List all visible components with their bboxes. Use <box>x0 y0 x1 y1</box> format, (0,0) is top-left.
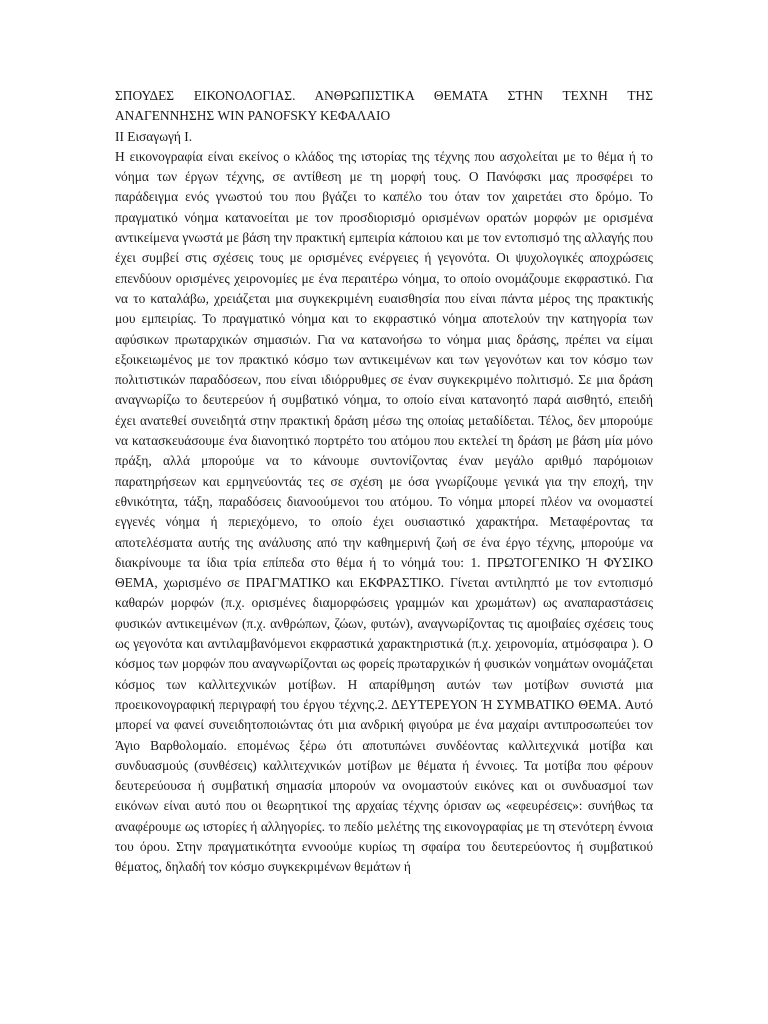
document-page <box>115 86 653 878</box>
document-title: ΣΠΟΥΔΕΣ ΕΙΚΟΝΟΛΟΓΙΑΣ. ΑΝΘΡΩΠΙΣΤΙΚΑ ΘΕΜΑΤΑ ΣΤΗΝ ΤΕΧΝΗ ΤΗΣ ΑΝΑΓΕΝΝΗΣΗΣ WIN PANOFSKY ΚΕΦΑΛΑΙΟ <box>115 88 653 124</box>
document-subtitle: ΙΙ Εισαγωγή Ι. <box>115 128 193 144</box>
document-body: Η εικονογραφία είναι εκείνος ο κλάδος της ιστορίας της τέχνης που ασχολείται με το θέμα ή το νόημα των έργων τέχνης, σε αντίθεση με τη μορφή τους. Ο Πανόφσκι μας προσφέρει το παράδειγμα ενός γνωστού του που βγάζει το καπέλο του όταν τον χαιρετάει στο δρόμο. Το πραγματικό νόημα κατανοείται με τον προσδιορισμό ορισμένων ορατών μορφών με ορισμένα αντικείμενα γνωστά με βάση την πρακτική εμπειρία κάποιου και με τον εντοπισμό της αλλαγής που έχει συμβεί στις σχέσεις τους με ορισμένες ενέργειες ή γεγονότα. Οι ψυχολογικές αποχρώσεις επενδύουν ορισμένες χειρονομίες με ένα περαιτέρω νόημα, το οποίο ονομάζουμε εκφραστικό. Για να το καταλάβω, χρειάζεται μια συγκεκριμένη ευαισθησία που είναι πάντα μέρος της πρακτικής μου εμπειρίας. Το πραγματικό νόημα και το εκφραστικό νόημα αποτελούν την κατηγορία των αφύσικων πρωταρχικών σημασιών. Για να κατανοήσω το νόημα μιας δράσης, πρέπει να είμαι εξοικειωμένος με τον πρακτικό κόσμο των αντικειμένων και των γεγονότων και τον κόσμο των πολιτιστικών παραδόσεων, που είναι ιδιόρρυθμες σε έναν συγκεκριμένο πολιτισμό. Σε μια δράση αναγνωρίζω το δευτερεύον ή συμβατικό νόημα, το οποίο είναι κατανοητό παρά αισθητό, επειδή έχει ανατεθεί συνειδητά στην πρακτική δράση μέσω της οποίας μεταδίδεται. Τέλος, δεν μπορούμε να κατασκευάσουμε ένα διανοητικό πορτρέτο του ατόμου που εκτελεί τη δράση με βάση μία μόνο πράξη, αλλά μπορούμε να το κάνουμε συντονίζοντας έναν μεγάλο αριθμό παρόμοιων παρατηρήσεων και ερμηνεύοντάς τες σε σχέση με όσα γνωρίζουμε γενικά για την εποχή, την εθνικότητα, τάξη, παραδόσεις διανοούμενοι του ατόμου. Το νόημα μπορεί πλέον να ονομαστεί εγγενές νόημα ή περιεχόμενο, το οποίο έχει ουσιαστικό χαρακτήρα. Μεταφέροντας τα αποτελέσματα αυτής της ανάλυσης από την καθημερινή ζωή σε ένα έργο τέχνης, μπορούμε να διακρίνουμε τα ίδια τρία επίπεδα στο θέμα ή το νόημά του: 1. ΠΡΩΤΟΓΕΝΙΚΟ Ή ΦΥΣΙΚΟ ΘΕΜΑ, χωρισμένο σε ΠΡΑΓΜΑΤΙΚΟ και ΕΚΦΡΑΣΤΙΚΟ. Γίνεται αντιληπτό με τον εντοπισμό καθαρών μορφών (π.χ. ορισμένες διαμορφώσεις γραμμών και χρωμάτων) ως αναπαραστάσεις φυσικών αντικειμένων (π.χ. ανθρώπων, ζώων, φυτών), αναγνωρίζοντας τις αμοιβαίες σχέσεις τους ως γεγονότα και αντιλαμβανόμενοι εκφραστικά χαρακτηριστικά (π.χ. χειρονομία, ατμόσφαιρα ). Ο κόσμος των μορφών που αναγνωρίζονται ως φορείς πρωταρχικών ή φυσικών νοημάτων ονομάζεται κόσμος των καλλιτεχνικών μοτίβων. Η απαρίθμηση αυτών των μοτίβων συνιστά μια προεικονογραφική περιγραφή του έργου τέχνης.2. ΔΕΥΤΕΡΕΥΟΝ Ή ΣΥΜΒΑΤΙΚΟ ΘΕΜΑ. Αυτό μπορεί να φανεί συνειδητοποιώντας ότι μια ανδρική φιγούρα με ένα μαχαίρι αντιπροσωπεύει τον Άγιο Βαρθολομαίο. επομένως ξέρω ότι αποτυπώνει συνδέοντας καλλιτεχνικά μοτίβα και συνδυασμούς (συνθέσεις) καλλιτεχνικών μοτίβων με θέματα ή έννοιες. Τα μοτίβα που φέρουν δευτερεύουσα ή συμβατική σημασία μπορούν να ονομαστούν εικόνες και οι συνδυασμοί των εικόνων είναι αυτό που οι θεωρητικοί της αρχαίας τέχνης όρισαν ως «εφευρέσεις»: συνήθως τα αναφέρουμε ως ιστορίες ή αλληγορίες. το πεδίο μελέτης της εικονογραφίας με τη στενότερη έννοια του όρου. Στην πραγματικότητα εννοούμε κυρίως τη σφαίρα του δευτερεύοντος ή συμβατικού θέματος, δηλαδή τον κόσμο συγκεκριμένων θεμάτων ή <box>115 148 653 875</box>
